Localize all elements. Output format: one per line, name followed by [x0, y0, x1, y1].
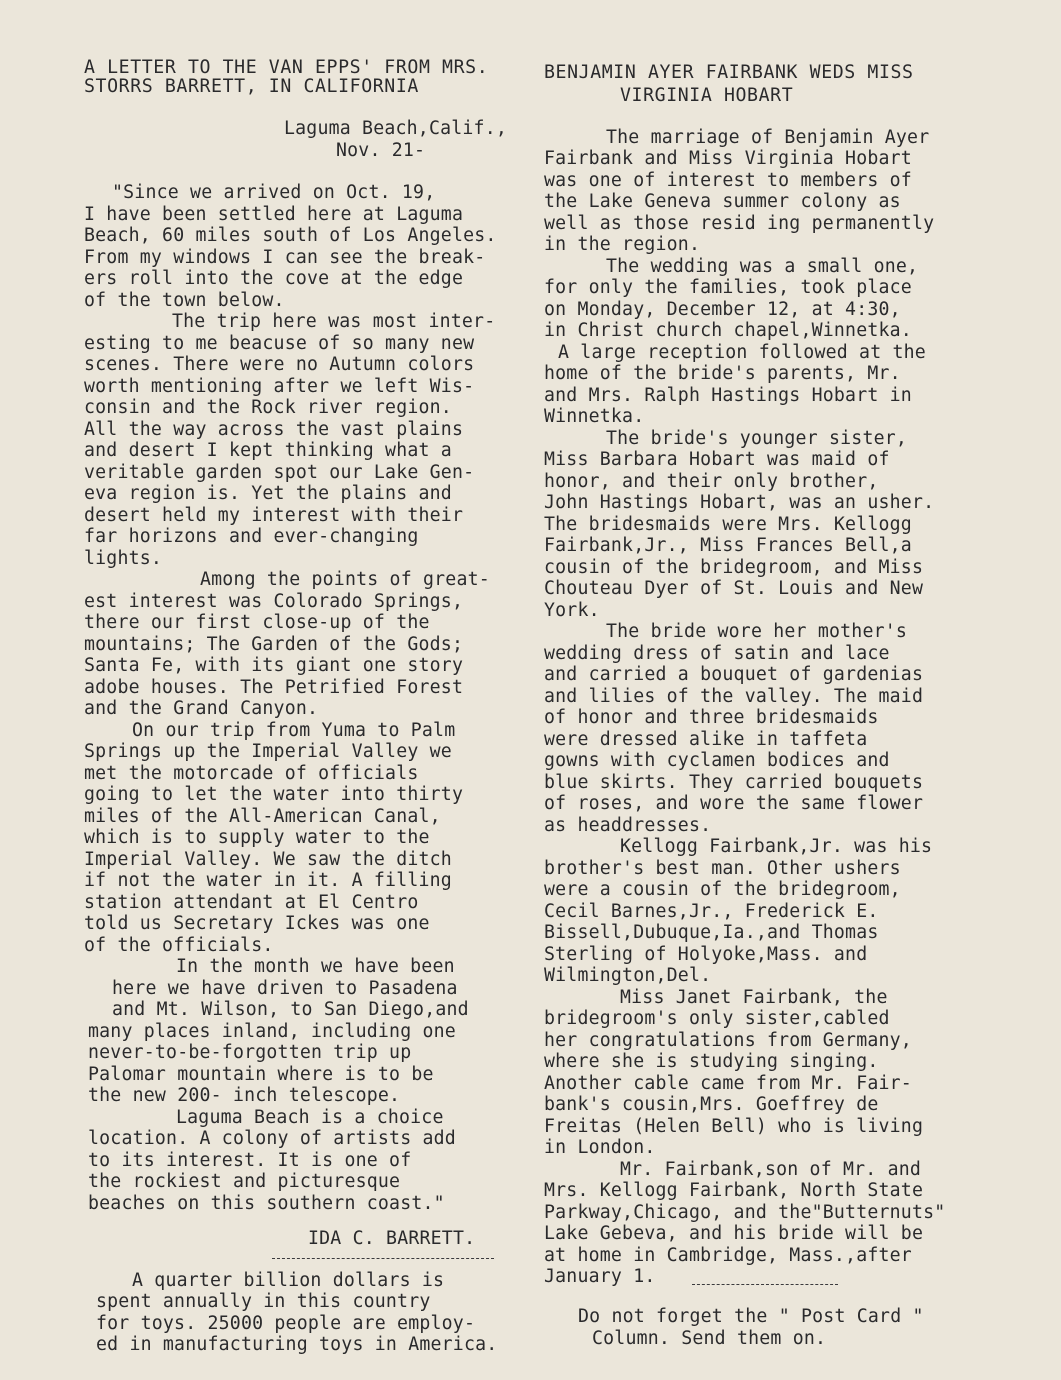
body-line: and desert I kept thinking what a	[84, 440, 452, 461]
filler-line: A quarter billion dollars is	[132, 1270, 445, 1291]
filler-line: spent annually in this country	[96, 1291, 431, 1312]
body-line: going to let the water into thirty	[84, 784, 464, 805]
signature: IDA C. BARRETT.	[308, 1228, 476, 1249]
body-line: of roses, and wore the same flower	[544, 793, 924, 814]
body-line: Laguma Beach is a choice	[176, 1107, 444, 1128]
left-column	[84, 0, 534, 1380]
body-line: in Christ church chapel,Winnetka.	[544, 320, 912, 341]
body-line: eva region is. Yet the plains and	[84, 483, 452, 504]
filler-line: for toys. 25000 people are employ-	[96, 1313, 476, 1334]
body-line: Chouteau Dyer of St. Louis and New	[544, 578, 924, 599]
body-line: Springs up the Imperial Valley we	[84, 741, 452, 762]
body-line: and Mrs. Ralph Hastings Hobart in	[544, 385, 912, 406]
body-line: miles of the All-American Canal,	[84, 806, 441, 827]
body-line: consin and the Rock river region.	[84, 397, 452, 418]
body-line: I have been settled here at Laguma	[84, 204, 464, 225]
body-line: In the month we have been	[176, 956, 455, 977]
filler-line: ed in manufacturing toys in America.	[96, 1334, 498, 1355]
body-line: were dressed alike in taffeta	[544, 729, 868, 750]
notice-line: Column. Send them on.	[592, 1328, 827, 1349]
body-line: on Monday, December 12, at 4:30,	[544, 299, 901, 320]
left-article-title	[84, 43, 534, 129]
body-line: were a cousin of the bridegroom,	[544, 879, 901, 900]
title-line: BENJAMIN AYER FAIRBANK WEDS MISS	[544, 62, 914, 83]
letter-body	[84, 182, 534, 1370]
body-line: never-to-be-forgotten trip up	[88, 1042, 412, 1063]
body-line: honor, and their only brother,	[544, 471, 879, 492]
body-line: bridegroom's only sister,cabled	[544, 1008, 890, 1029]
body-line: the Lake Geneva summer colony as	[544, 191, 901, 212]
dateline-line: Laguma Beach,Calif.,	[284, 118, 507, 139]
body-line: the new 200- inch telescope.	[88, 1085, 401, 1106]
body-line: On our trip from Yuma to Palm	[132, 720, 456, 741]
body-line: veritable garden spot our Lake Gen-	[84, 462, 475, 483]
title-line: A LETTER TO THE VAN EPPS' FROM MRS.	[84, 57, 489, 78]
body-line: The trip here was most inter-	[172, 311, 496, 332]
body-line: Miss Janet Fairbank, the	[620, 987, 888, 1008]
right-column	[542, 0, 1012, 1380]
body-line: cousin of the bridegroom, and Miss	[544, 557, 924, 578]
body-line: many places inland, including one	[88, 1021, 456, 1042]
body-line: Winnetka.	[544, 406, 645, 427]
body-line: Fairbank,Jr., Miss Frances Bell,a	[544, 535, 912, 556]
body-line: scenes. There were no Autumn colors	[84, 354, 475, 375]
body-line: blue skirts. They carried bouquets	[544, 772, 924, 793]
body-line: A large reception followed at the	[558, 342, 926, 363]
body-line: in London.	[544, 1137, 656, 1158]
body-line: York.	[544, 600, 600, 621]
body-line: met the motorcade of officials	[84, 763, 419, 784]
body-line: desert held my interest with their	[84, 505, 464, 526]
body-line: of the officials.	[84, 935, 274, 956]
body-line: esting to me beacuse of so many new	[84, 333, 475, 354]
body-line: Mrs. Kellogg Fairbank, North State	[544, 1180, 924, 1201]
body-line: there our first close-up of the	[84, 612, 430, 633]
body-line: adobe houses. The Petrified Forest	[84, 677, 464, 698]
body-line: and Mt. Wilson, to San Diego,and	[112, 999, 469, 1020]
body-line: John Hastings Hobart, was an usher.	[544, 492, 935, 513]
body-line: if not the water in it. A filling	[84, 870, 452, 891]
right-article-title	[542, 43, 1012, 129]
body-line: worth mentioning after we left Wis-	[84, 376, 475, 397]
body-line: mountains; The Garden of the Gods;	[84, 634, 464, 655]
body-line: Parkway,Chicago, and the"Butternuts"	[544, 1202, 946, 1223]
title-line: STORRS BARRETT, IN CALIFORNIA	[84, 76, 419, 97]
notice-line: Do not forget the " Post Card "	[578, 1306, 924, 1327]
body-line: and lilies of the valley. The maid	[544, 686, 924, 707]
body-line: est interest was Colorado Springs,	[84, 591, 464, 612]
body-line: Sterling of Holyoke,Mass. and	[544, 944, 868, 965]
body-line: The bride's younger sister,	[606, 428, 908, 449]
body-line: The bridesmaids were Mrs. Kellogg	[544, 514, 912, 535]
body-line: of the town below.	[84, 290, 285, 311]
body-line: January 1.	[544, 1266, 656, 1287]
dateline-line: Nov. 21-	[336, 140, 426, 161]
body-line: in the region.	[544, 234, 701, 255]
body-line: where she is studying singing.	[544, 1051, 879, 1072]
body-line: wedding dress of satin and lace	[544, 643, 890, 664]
body-line: here we have driven to Pasadena	[112, 978, 458, 999]
separator-rule	[692, 1284, 838, 1285]
title-line: VIRGINIA HOBART	[620, 85, 794, 106]
body-line: The bride wore her mother's	[606, 621, 908, 642]
body-line: brother's best man. Other ushers	[544, 858, 901, 879]
body-line: Lake Gebeva, and his bride will be	[544, 1223, 924, 1244]
body-line: of honor and three bridesmaids	[544, 707, 879, 728]
separator-rule	[272, 1258, 494, 1259]
body-line: told us Secretary Ickes was one	[84, 913, 430, 934]
body-line: as headdresses.	[544, 815, 712, 836]
body-line: and carried a bouquet of gardenias	[544, 664, 924, 685]
body-line: Wilmington,Del.	[544, 965, 712, 986]
body-line: the rockiest and picturesque	[88, 1171, 401, 1192]
body-line: lights.	[84, 548, 163, 569]
wedding-article-body	[542, 127, 1012, 1370]
body-line: Santa Fe, with its giant one story	[84, 655, 464, 676]
body-line: Fairbank and Miss Virginia Hobart	[544, 148, 912, 169]
body-line: Another cable came from Mr. Fair-	[544, 1073, 912, 1094]
body-line: Kellogg Fairbank,Jr. was his	[620, 836, 933, 857]
body-line: Freitas (Helen Bell) who is living	[544, 1116, 924, 1137]
body-line: From my windows I can see the break-	[84, 247, 486, 268]
body-line: All the way across the vast plains	[84, 419, 464, 440]
body-line: gowns with cyclamen bodices and	[544, 750, 890, 771]
body-line: for only the families, took place	[544, 277, 912, 298]
body-line: far horizons and ever-changing	[84, 526, 419, 547]
body-line: Cecil Barnes,Jr., Frederick E.	[544, 901, 879, 922]
body-line: well as those resid ing permanently	[544, 213, 935, 234]
body-line: Among the points of great-	[200, 569, 490, 590]
body-line: The wedding was a small one,	[606, 256, 919, 277]
body-line: to its interest. It is one of	[88, 1150, 412, 1171]
body-line: Palomar mountain where is to be	[88, 1064, 434, 1085]
body-line: station attendant at El Centro	[84, 892, 419, 913]
body-line: home of the bride's parents, Mr.	[544, 363, 901, 384]
body-line: The marriage of Benjamin Ayer	[606, 127, 930, 148]
body-line: Mr. Fairbank,son of Mr. and	[620, 1159, 922, 1180]
body-line: bank's cousin,Mrs. Goeffrey de	[544, 1094, 879, 1115]
body-line: her congratulations from Germany,	[544, 1030, 912, 1051]
body-line: was one of interest to members of	[544, 170, 912, 191]
body-line: "Since we arrived on Oct. 19,	[112, 182, 436, 203]
body-line: location. A colony of artists add	[88, 1128, 456, 1149]
body-line: and the Grand Canyon.	[84, 698, 319, 719]
body-line: ers roll into the cove at the edge	[84, 268, 464, 289]
body-line: Beach, 60 miles south of Los Angeles.	[84, 225, 497, 246]
body-line: which is to supply water to the	[84, 827, 430, 848]
body-line: at home in Cambridge, Mass.,after	[544, 1245, 912, 1266]
body-line: beaches on this southern coast."	[88, 1193, 445, 1214]
body-line: Miss Barbara Hobart was maid of	[544, 449, 890, 470]
body-line: Bissell,Dubuque,Ia.,and Thomas	[544, 922, 879, 943]
body-line: Imperial Valley. We saw the ditch	[84, 849, 452, 870]
